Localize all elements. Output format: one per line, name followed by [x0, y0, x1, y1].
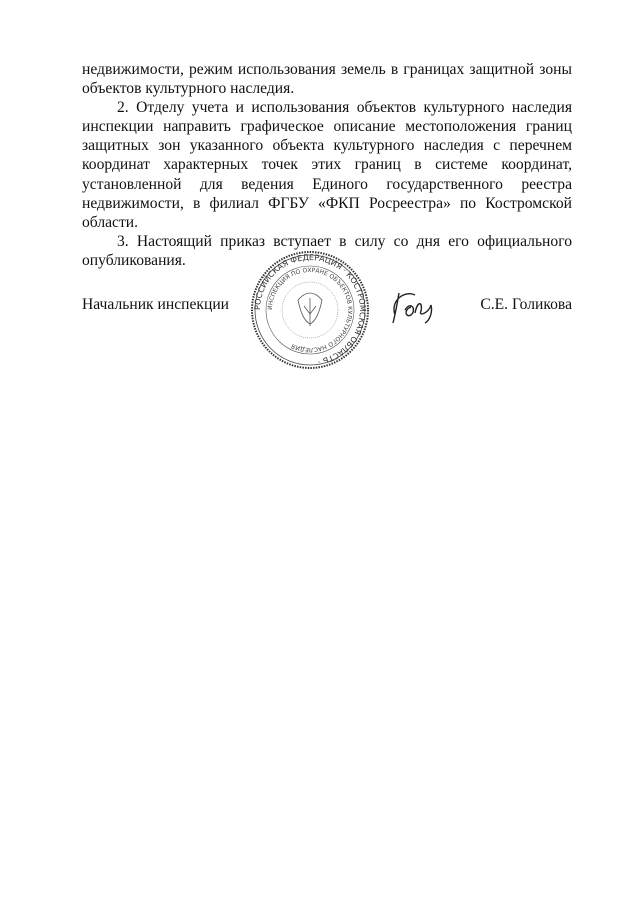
handwritten-signature [385, 285, 445, 330]
coat-of-arms-icon [298, 293, 322, 326]
paragraph-2 [82, 98, 572, 232]
signatory-name: С.Е. Голикова [480, 296, 572, 313]
text-line: установленной для ведения Единого государственного реестра [82, 175, 572, 193]
text-line: объектов культурного наследия. [82, 80, 295, 98]
text-line: координат характерных точек этих границ в системе координат, [82, 156, 572, 174]
official-stamp [250, 250, 370, 370]
text-line: 3. Настоящий приказ вступает в силу со дня его официального [117, 232, 572, 250]
text-line: инспекции направить графическое описание местоположения границ [82, 118, 572, 136]
paragraph-1 [82, 60, 572, 98]
document-body [82, 60, 572, 270]
text-line: защитных зон указанного объекта культурного наследия с перечнем [82, 137, 572, 155]
svg-text:ИНСПЕКЦИЯ ПО ОХРАНЕ ОБЪЕКТОВ К: ИНСПЕКЦИЯ ПО ОХРАНЕ ОБЪЕКТОВ КУЛЬТУРНОГО НАСЛЕДИЯ [266, 266, 354, 354]
signatory-title: Начальник инспекции [82, 296, 230, 313]
text-line: недвижимости, режим использования земель в границах защитной зоны [82, 61, 572, 78]
text-line: опубликования. [82, 251, 186, 269]
svg-text:РОССИЙСКАЯ ФЕДЕРАЦИЯ · КОСТРОМ: РОССИЙСКАЯ ФЕДЕРАЦИЯ · КОСТРОМСКАЯ ОБЛАСТЬ · [252, 252, 368, 367]
text-line: 2. Отделу учета и использования объектов культурного наследия [117, 99, 572, 117]
text-line: недвижимости, в филиал ФГБУ «ФКП Росреестра» по Костромской [82, 194, 572, 212]
text-line: области. [82, 213, 139, 231]
